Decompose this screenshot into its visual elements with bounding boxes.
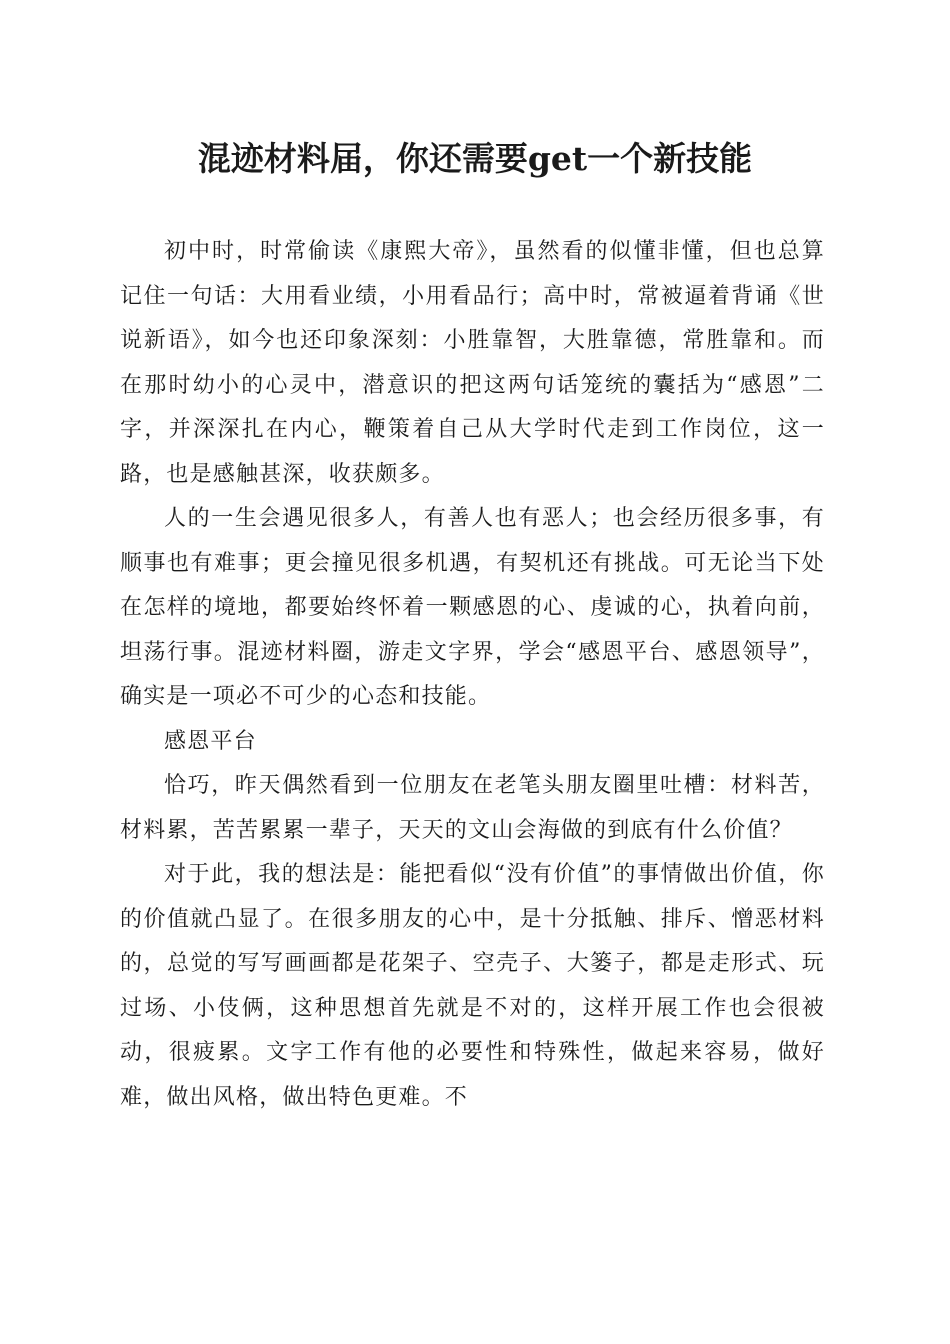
paragraph-life: 人的一生会遇见很多人，有善人也有恶人；也会经历很多事，有顺事也有难事；更会撞见很多机遇，有契机还有挑战。可无论当下处在怎样的境地，都要始终怀着一颗感恩的心、虔诚的心，执着向前，坦荡行事。混迹材料圈，游走文字界，学会“感恩平台、感恩领导”，确实是一项必不可少的心态和技能。 — [120, 506, 825, 709]
paragraph-opinion: 对于此，我的想法是：能把看似“没有价值”的事情做出价值，你的价值就凸显了。在很多朋友的心中，是十分抵触、排斥、憎恶材料的，总觉的写写画画都是花架子、空壳子、大篓子，都是走形式、玩过场、小伎俩，这种思想首先就是不对的，这样开展工作也会很被动，很疲累。文字工作有他的必要性和特殊性，做起来容易，做好难，做出风格，做出特色更难。不 — [120, 862, 825, 1110]
section-heading: 感恩平台 — [164, 728, 257, 754]
document-body — [120, 230, 825, 1120]
paragraph-intro: 初中时，时常偷读《康熙大帝》，虽然看的似懂非懂，但也总算记住一句话：大用看业绩，小用看品行；高中时，常被逼着背诵《世说新语》，如今也还印象深刻：小胜靠智，大胜靠德，常胜靠和。而在那时幼小的心灵中，潜意识的把这两句话笼统的囊括为“感恩”二字，并深深扎在内心，鞭策着自己从大学时代走到工作岗位，这一路，也是感触甚深，收获颇多。 — [120, 239, 825, 487]
document-title: 混迹材料届，你还需要get一个新技能 — [197, 139, 753, 178]
paragraph-friend-complaint: 恰巧，昨天偶然看到一位朋友在老笔头朋友圈里吐槽：材料苦，材料累，苦苦累累一辈子，天天的文山会海做的到底有什么价值？ — [120, 773, 825, 843]
